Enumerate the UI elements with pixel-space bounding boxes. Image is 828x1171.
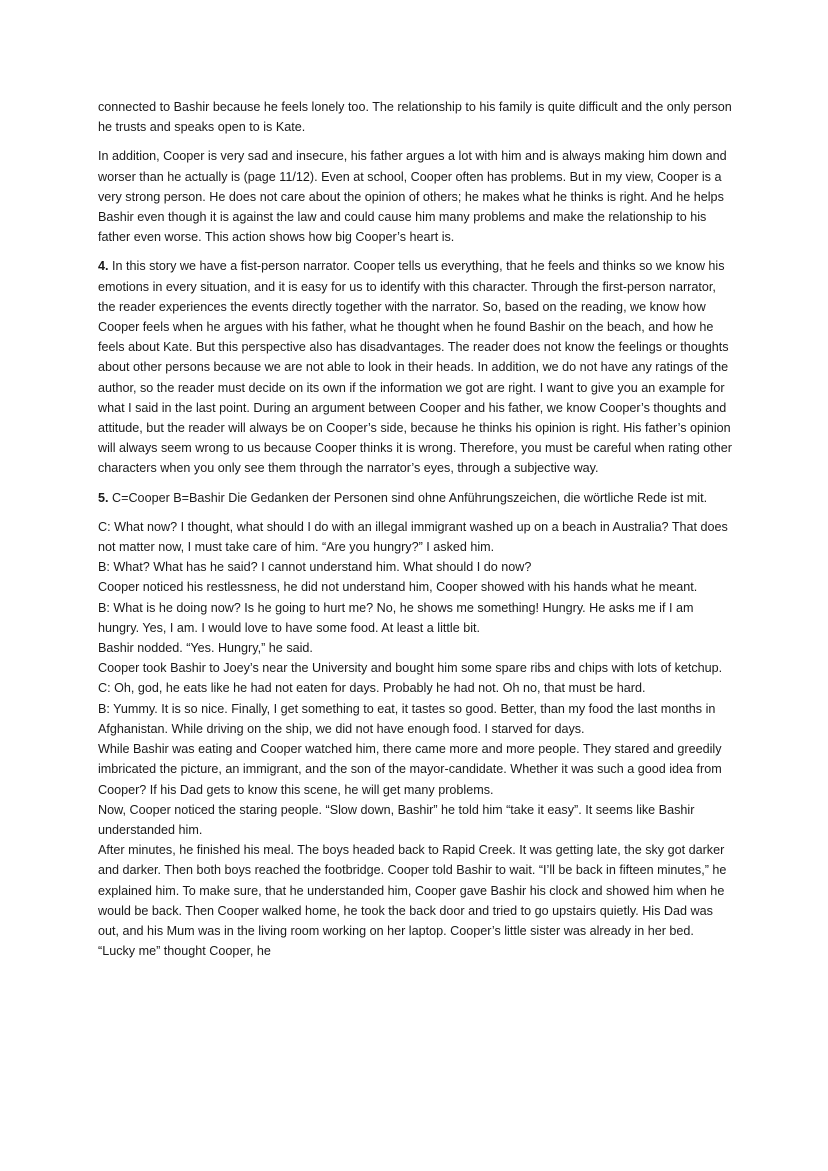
paragraph-cooper-character [98,146,734,247]
document-page [98,97,734,961]
dialogue-line: C: What now? I thought, what should I do with an illegal immigrant washed up on a beach in Australia? That does not matter now, I must take care of him. “Are you hungry?” I asked him. [98,519,728,555]
task-number: 4. [98,259,109,274]
paragraph-task-4 [98,256,734,478]
dialogue-line: B: What? What has he said? I cannot understand him. What should I do now? [98,560,532,575]
task-number: 5. [98,490,109,505]
dialogue-section [98,517,734,961]
dialogue-line: After minutes, he finished his meal. The boys headed back to Rapid Creek. It was getting late, the sky got darker and darker. Then both boys reached the footbridge. Cooper told Bashir to wait. “I’ll be back in fifteen minutes,” he explained him. To make sure, that he understanded him, Cooper gave Bashir his clock and showed him when he would be back. Then Cooper walked home, he took the back door and tried to go upstairs quietly. His Dad was out, and his Mum was in the living room working on her laptop. Cooper’s little sister was already in her bed. “Lucky me” thought Cooper, he [98,843,727,959]
dialogue-line: While Bashir was eating and Cooper watched him, there came more and more people. They stared and greedily imbricated the picture, an immigrant, and the son of the mayor-candidate. Whether it was such a good idea from Cooper? If his Dad gets to know this scene, he will get many problems. [98,742,722,797]
dialogue-line: Cooper took Bashir to Joey’s near the University and bought him some spare ribs and chips with lots of ketchup. [98,661,723,676]
dialogue-line: Cooper noticed his restlessness, he did not understand him, Cooper showed with his hands what he meant. [98,580,698,595]
paragraph-text: In this story we have a fist-person narrator. Cooper tells us everything, that he feels and thinks so we know his emotions in every situation, and it is easy for us to identify with this character. Through the first-person narrator, the reader experiences the events directly together with the narrator. So, based on the reading, we know how Cooper feels when he argues with his father, what he thought when he found Bashir on the beach, and how he feels about Kate. But this perspective also has disadvantages. The reader does not know the feelings or thoughts about other persons because we are not able to look in their heads. In addition, we do not have any ratings of the author, so the reader must decide on its own if the information we got are right. I want to give you an example for what I said in the last point. During an argument between Cooper and his father, we know Cooper’s thoughts and attitude, but the reader will always be on Cooper’s side, because he thinks his opinion is right. His father’s opinion will always seem wrong to us because Cooper thinks it is wrong. Therefore, you must be careful when rating other characters when you only see them through the narrator’s eyes, through a subjective way. [98,259,732,476]
paragraph-text: connected to Bashir because he feels lonely too. The relationship to his family is quite difficult and the only person he trusts and speaks open to is Kate. [98,100,732,135]
paragraph-text: In addition, Cooper is very sad and insecure, his father argues a lot with him and is always making him down and worser than he actually is (page 11/12). Even at school, Cooper often has problems. But in my view, Cooper is a very strong person. He does not care about the opinion of others; he makes what he thinks is right. And he helps Bashir even though it is against the law and could cause him many problems and make the relationship to his father even worse. This action shows how big Cooper’s heart is. [98,149,727,245]
dialogue-line: Bashir nodded. “Yes. Hungry,” he said. [98,641,313,656]
paragraph-text: C=Cooper B=Bashir Die Gedanken der Personen sind ohne Anführungszeichen, die wörtliche Rede ist mit. [108,490,708,505]
dialogue-line: B: Yummy. It is so nice. Finally, I get something to eat, it tastes so good. Better, than my food the last months in Afghanistan. While driving on the ship, we did not have enough food. I starved for days. [98,701,716,736]
dialogue-line: Now, Cooper noticed the staring people. “Slow down, Bashir” he told him “take it easy”. It seems like Bashir understanded him. [98,802,695,837]
paragraph-cooper-connection [98,97,734,137]
dialogue-line: B: What is he doing now? Is he going to hurt me? No, he shows me something! Hungry. He asks me if I am hungry. Yes, I am. I would love to have some food. At least a little bit. [98,600,694,635]
dialogue-line: C: Oh, god, he eats like he had not eaten for days. Probably he had not. Oh no, that must be hard. [98,681,646,696]
paragraph-task-5 [98,488,734,508]
